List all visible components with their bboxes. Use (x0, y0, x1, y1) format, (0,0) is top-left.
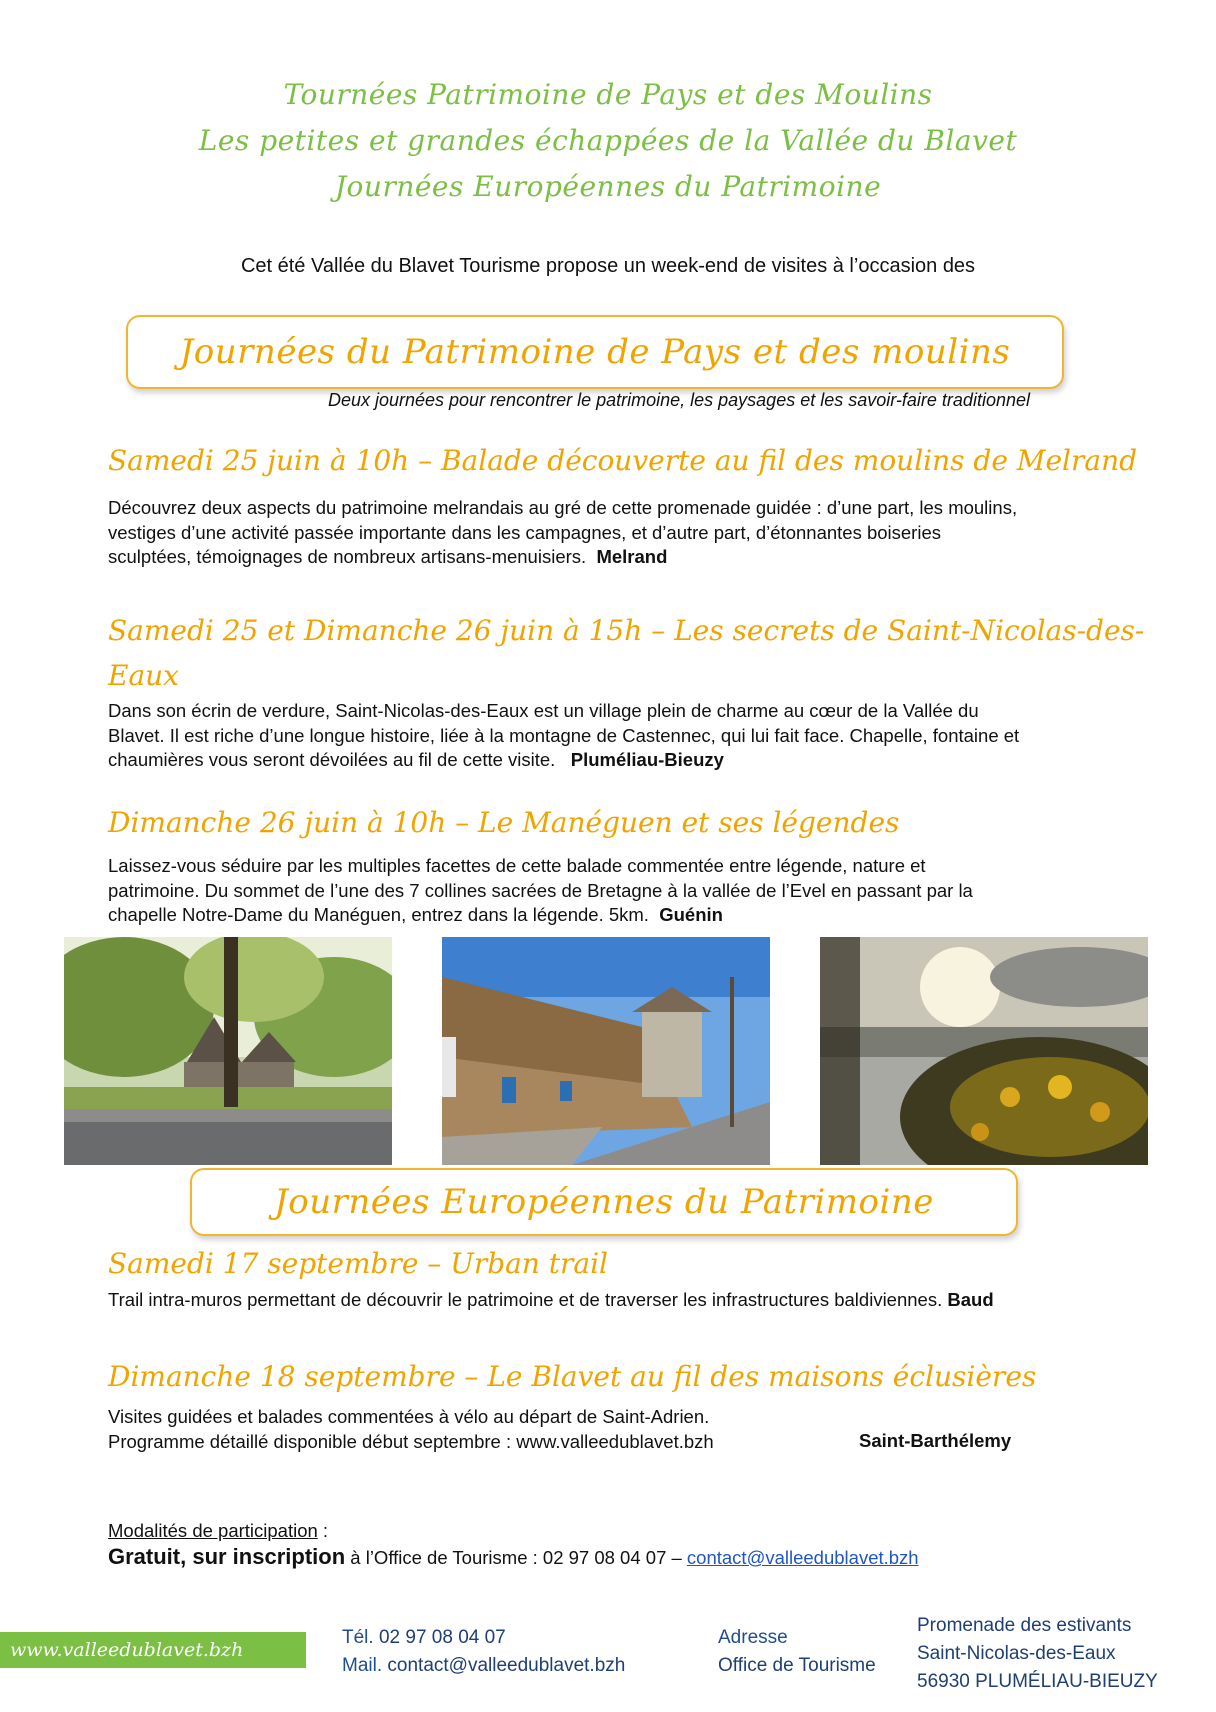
participation-free: Gratuit, sur inscription (108, 1544, 346, 1569)
intro-text: Cet été Vallée du Blavet Tourisme propose un week-end de visites à l’occasion des (240, 255, 976, 277)
landscape-sunset-photo (820, 937, 1148, 1165)
website-tag[interactable]: www.valleedublavet.bzh (0, 1632, 306, 1668)
event3-title: Dimanche 26 juin à 10h – Le Manéguen et ses légendes (108, 806, 900, 839)
thatched-cottages-photo (442, 937, 770, 1165)
event2-title-line2: Eaux (108, 659, 179, 692)
footer-contact: Tél. 02 97 08 04 07 Mail. contact@valleedublavet.bzh (342, 1627, 626, 1676)
header-title-1: Tournées Patrimoine de Pays et des Moulins (283, 78, 933, 111)
event1-description: Découvrez deux aspects du patrimoine melrandais au gré de cette promenade guidée : d’une part, les moulins, vestiges d’une activité passée importante dans les campagnes, et d’autre part, d’étonnantes boiseries sculptées, témoignages de nombreux artisans-menuisiers. Melrand (108, 497, 1018, 567)
event4-title: Samedi 17 septembre – Urban trail (108, 1247, 608, 1280)
participation-info: Gratuit, sur inscription à l’Office de Tourisme : 02 97 08 04 07 – contact@valleedublavet.bzh (108, 1544, 919, 1569)
event5-title: Dimanche 18 septembre – Le Blavet au fil des maisons éclusières (108, 1360, 1037, 1393)
footer-email[interactable]: contact@valleedublavet.bzh (382, 1655, 626, 1676)
event1-place: Melrand (596, 546, 668, 567)
event2-place: Pluméliau-Bieuzy (570, 749, 724, 770)
event3-description: Laissez-vous séduire par les multiples facettes de cette balade commentée entre légende, nature et patrimoine. Du sommet de l’une des 7 collines sacrées de Bretagne à la vallée de l’Evel en passant par la chapelle Notre-Dame du Manéguen, entrez dans la légende. 5km. Guénin (108, 855, 973, 925)
section1-banner: Journées du Patrimoine de Pays et des moulins (126, 315, 1064, 389)
event1-title: Samedi 25 juin à 10h – Balade découverte au fil des moulins de Melrand (108, 444, 1138, 477)
event5-place: Saint-Barthélemy (859, 1430, 1012, 1451)
footer-address-label: Adresse Office de Tourisme (718, 1627, 876, 1676)
section2-banner: Journées Européennes du Patrimoine (190, 1168, 1018, 1236)
contact-email-link[interactable]: contact@valleedublavet.bzh (686, 1547, 919, 1568)
header-title-2: Les petites et grandes échappées de la Vallée du Blavet (198, 124, 1018, 157)
footer-address: Promenade des estivants Saint-Nicolas-des-Eaux 56930 PLUMÉLIAU-BIEUZY (917, 1615, 1158, 1692)
event2-title-line1: Samedi 25 et Dimanche 26 juin à 15h – Les secrets de Saint-Nicolas-des- (108, 614, 1145, 647)
section1-subtitle: Deux journées pour rencontrer le patrimoine, les paysages et les savoir-faire traditionnel (327, 390, 1030, 410)
event4-place: Baud (947, 1289, 994, 1310)
participation-label: Modalités de participation (108, 1520, 318, 1541)
event3-place: Guénin (659, 904, 723, 925)
header-title-3: Journées Européennes du Patrimoine (334, 170, 882, 203)
event4-description: Trail intra-muros permettant de découvrir le patrimoine et de traverser les infrastructures baldiviennes. Baud (108, 1289, 994, 1310)
event2-description: Dans son écrin de verdure, Saint-Nicolas-des-Eaux est un village plein de charme au cœur de la Vallée du Blavet. Il est riche d’une longue histoire, liée à la montagne de Castennec, qui lui fait face. Chapelle, fontaine et chaumières vous seront dévoilées au fil de cette visite. Pluméliau-Bieuzy (108, 700, 1020, 770)
event5-description: Visites guidées et balades commentées à vélo au départ de Saint-Adrien. Programme détaillé disponible début septembre : www.valleedublavet.bzh (108, 1406, 714, 1452)
chapel-river-photo (64, 937, 392, 1165)
footer-phone: 02 97 08 04 07 (373, 1627, 506, 1648)
participation-label-line: Modalités de participation : (108, 1520, 329, 1541)
